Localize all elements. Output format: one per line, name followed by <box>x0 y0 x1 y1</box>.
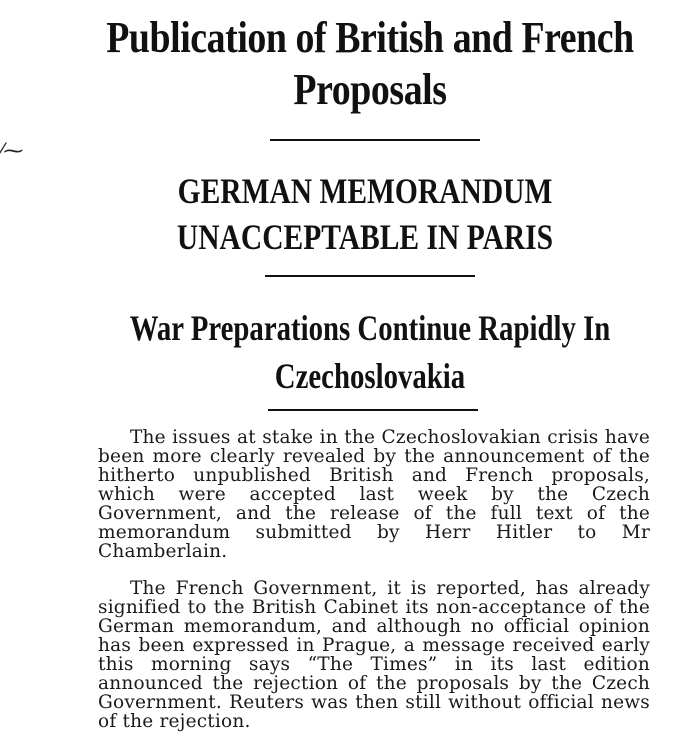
divider-rule <box>268 409 478 411</box>
divider-rule <box>270 139 480 141</box>
secondary-headline: GERMAN MEMORANDUM UNACCEPTABLE IN PARIS <box>176 171 554 257</box>
article-paragraph: The issues at stake in the Czechoslovakian crisis have been more clearly revealed by the announcement of the hitherto unpublished British and French proposals, which were accepted last week by the Czech Government, and the release of the full text of the memorandum submitted by Herr Hitler to Mr Chamberlain. <box>98 427 650 562</box>
main-headline: Publication of British and French Proposals <box>106 13 634 114</box>
article-paragraph: The French Government, it is reported, has already signified to the British Cabinet its non-acceptance of the German memorandum, and although no official opinion has been expressed in Prague, a message received early this morning says “The Times” in its last edition announced the rejection of the proposals by the Czech Government. Reuters was then still without official news of the rejection. <box>98 578 650 732</box>
margin-pencil-mark: ⁄⁓ <box>0 138 24 162</box>
tertiary-headline: War Preparations Continue Rapidly In Czechoslovakia <box>129 308 611 396</box>
article-body <box>98 428 650 749</box>
divider-rule <box>265 275 475 277</box>
